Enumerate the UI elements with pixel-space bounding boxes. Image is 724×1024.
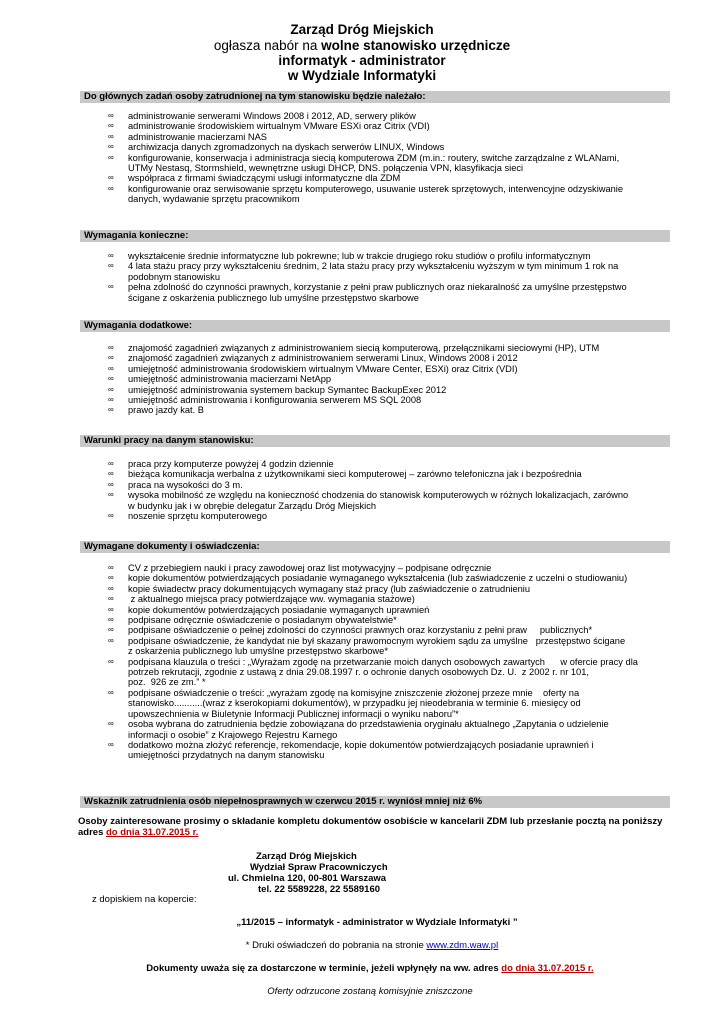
list-item: [108, 385, 668, 395]
bullet-icon: ∞: [108, 479, 114, 489]
bullet-icon: ∞: [108, 282, 114, 292]
list-item: [108, 511, 668, 521]
list-item: [108, 605, 668, 615]
page-header: [0, 22, 724, 83]
list-item-text: administrowanie macierzami NAS: [128, 131, 267, 142]
website-link[interactable]: www.zdm.waw.pl: [426, 940, 499, 951]
list-item-text: podpisane oświadczenie o treści: „wyrażam zgodę na komisyjne zniszczenie złożonej przeze mnie oferty na stanowisko...........(wraz z kserokopiami dokumentów), w przypadku jej nieodebrania w terminie 6. miesięcy od upowszechnienia w Biuletynie Informacji Publicznej informacji o wyniku naboru”*: [128, 687, 581, 719]
bullet-icon: ∞: [108, 687, 114, 697]
list-item-text: podpisana klauzula o treści : „Wyrażam zgodę na przetwarzanie moich danych osobowych zawartych w ofercie pracy dla potrzeb rekrutacji, zgodnie z ustawą z dnia 29.08.1997 r. o ochronie danych osobowych Dz. U. z 2002 r. nr 101, poz. 926 ze zm.” *: [128, 656, 638, 688]
bullet-icon: ∞: [108, 719, 114, 729]
tasks-list: [108, 111, 668, 205]
list-item: [108, 490, 668, 511]
conditions-list: [108, 459, 668, 521]
envelope-text: „11/2015 – informatyk - administrator w Wydziale Informatyki ”: [236, 917, 518, 928]
list-item: [108, 594, 668, 604]
list-item-text: osoba wybrana do zatrudnienia będzie zobowiązana do przedstawienia oryginału aktualnego „Zapytania o udzielenie informacji o osobie” z Krajowego Rejestru Karnego: [128, 719, 609, 740]
bullet-icon: ∞: [108, 615, 114, 625]
list-item-text: znajomość zagadnień związanych z administrowaniem siecią komputerową, przełącznikami sieciowymi (HP), UTM: [128, 343, 600, 353]
list-item: [108, 573, 668, 583]
section-conditions-title: Warunki pracy na danym stanowisku:: [80, 435, 670, 447]
bullet-icon: ∞: [108, 111, 114, 120]
bullet-icon: ∞: [108, 405, 114, 415]
documents-list: [108, 563, 668, 761]
list-item-text: noszenie sprzętu komputerowego: [128, 511, 268, 522]
list-item: [108, 153, 668, 174]
header-announcement: ogłasza nabór na wolne stanowisko urzędnicze: [213, 38, 511, 53]
apply-deadline: do dnia 31.07.2015 r.: [106, 827, 199, 838]
apply-instructions: Osoby zainteresowane prosimy o składanie kompletu dokumentów osobiście w kancelarii ZDM lub przesłanie pocztą na poniższy adres do dnia 31.07.2015 r.: [78, 816, 663, 838]
bullet-icon: ∞: [108, 635, 114, 645]
list-item-text: współpraca z firmami świadczącymi usługi informatyczne dla ZDM: [128, 173, 401, 184]
list-item-text: archiwizacja danych zgromadzonych na dyskach serwerów LINUX, Windows: [128, 142, 445, 153]
deadline-date: do dnia 31.07.2015 r.: [501, 963, 594, 974]
list-item-text: podpisane oświadczenie, że kandydat nie był skazany prawomocnym wyrokiem sądu za umyślne przestępstwo ścigane z oskarżenia publicznego lub umyślne przestępstwo skarbowe*: [128, 635, 626, 657]
list-item: [108, 615, 668, 625]
list-item: [108, 636, 668, 657]
list-item: [108, 584, 668, 594]
section-additional-title: Wymagania dodatkowe:: [80, 320, 670, 332]
employment-indicator: Wskaźnik zatrudnienia osób niepełnosprawnych w czerwcu 2015 r. wyniósł mniej niż 6%: [80, 796, 670, 808]
address-block: [228, 851, 388, 895]
list-item: [108, 719, 668, 740]
list-item: [108, 740, 668, 761]
bullet-icon: ∞: [108, 343, 114, 352]
list-item: [108, 142, 668, 152]
list-item-text: znajomość zagadnień związanych z administrowaniem serwerami Linux, Windows 2008 i 2012: [128, 353, 518, 364]
list-item-text: administrowanie serwerami Windows 2008 i 2012, AD, serwery plików: [128, 111, 416, 121]
list-item: [108, 374, 668, 384]
list-item: [108, 469, 668, 479]
list-item: [108, 480, 668, 490]
list-item: [108, 405, 668, 415]
list-item: [108, 282, 668, 303]
list-item-text: kopie dokumentów potwierdzających posiadanie wymaganego wykształcenia (lub zaświadczenie z uczelni o studiowaniu): [128, 573, 628, 584]
bullet-icon: ∞: [108, 374, 114, 384]
list-item-text: kopie świadectw pracy dokumentujących wymagany staż pracy (lub zaświadczenie o zatrudnieniu: [128, 583, 531, 594]
list-item-text: administrowanie środowiskiem wirtualnym VMware ESXi oraz Citrix (VDI): [128, 121, 430, 132]
bullet-icon: ∞: [108, 490, 114, 500]
list-item-text: wysoka mobilność ze względu na konieczność chodzenia do stanowisk komputerowych w różnych lokalizacjach, zarówno w budynku jak i w obrębie delegatur Zarządu Dróg Miejskich: [128, 490, 629, 511]
bullet-icon: ∞: [108, 459, 114, 468]
list-item: [108, 657, 668, 688]
additional-list: [108, 343, 668, 416]
bullet-icon: ∞: [108, 604, 114, 614]
list-item-text: bieżąca komunikacja werbalna z użytkownikami sieci komputerowej – zarówno telefoniczna jak i bezpośrednia: [128, 469, 582, 480]
bullet-icon: ∞: [108, 183, 114, 193]
list-item: [108, 343, 668, 353]
list-item-text: prawo jazdy kat. B: [128, 405, 204, 416]
address-phone: tel. 22 5589228, 22 5589160: [258, 884, 381, 895]
bullet-icon: ∞: [108, 395, 114, 405]
download-note: * Druki oświadczeń do pobrania na stronie www.zdm.waw.pl: [245, 940, 499, 951]
bullet-icon: ∞: [108, 261, 114, 271]
list-item: [108, 132, 668, 142]
list-item-text: umiejętność administrowania macierzami NetApp: [128, 374, 332, 385]
list-item-text: pełna zdolność do czynności prawnych, korzystanie z pełni praw publicznych oraz niekaralność za umyślne przestępstwo ścigane z oskarżenia publicznego lub umyślne przestępstwo skarbowe: [128, 282, 627, 303]
section-required-title: Wymagania konieczne:: [80, 230, 670, 242]
list-item-text: z aktualnego miejsca pracy potwierdzające ww. wymagania stażowe): [128, 594, 415, 605]
bullet-icon: ∞: [108, 469, 114, 479]
bullet-icon: ∞: [108, 511, 114, 521]
list-item: [108, 121, 668, 131]
list-item-text: umiejętność administrowania środowiskiem wirtualnym VMware Center, ESXi) oraz Citrix (VDI): [128, 363, 518, 374]
bullet-icon: ∞: [108, 173, 114, 183]
list-item-text: 4 lata stażu pracy przy wykształceniu średnim, 2 lata stażu pracy przy wykształceniu wyższym w tym minimum 1 rok na podobnym stanowisku: [128, 261, 619, 282]
bullet-icon: ∞: [108, 131, 114, 141]
list-item-text: konfigurowanie, konserwacja i administracja siecią komputerowa ZDM (m.in.: routery, switche zarządzalne z WLANami, UTMy Nestasq, Stormshield, wewnętrzne usługi DHCP, DNS. połączenia VPN, klasyfikacja sieci: [128, 152, 620, 174]
list-item: [108, 563, 668, 573]
list-item-text: kopie dokumentów potwierdzających posiadanie wymaganych uprawnień: [128, 604, 430, 615]
list-item: [108, 184, 668, 205]
list-item: [108, 111, 668, 121]
list-item: [108, 688, 668, 719]
bullet-icon: ∞: [108, 563, 114, 572]
footer-note: Oferty odrzucone zostaną komisyjnie zniszczone: [267, 986, 473, 997]
bullet-icon: ∞: [108, 594, 114, 604]
header-organization: Zarząd Dróg Miejskich: [290, 22, 434, 37]
list-item-text: umiejętność administrowania i konfigurowania serwerem MS SQL 2008: [128, 395, 422, 406]
bullet-icon: ∞: [108, 363, 114, 373]
section-documents-title: Wymagane dokumenty i oświadczenia:: [80, 541, 670, 553]
required-list: [108, 251, 668, 303]
list-item-text: wykształcenie średnie informatyczne lub pokrewne; lub w trakcie drugiego roku studiów o profilu informatycznym: [128, 251, 591, 261]
list-item: [108, 251, 668, 261]
list-item-text: CV z przebiegiem nauki i pracy zawodowej oraz list motywacyjny – podpisane odręcznie: [128, 563, 492, 573]
bullet-icon: ∞: [108, 384, 114, 394]
bullet-icon: ∞: [108, 656, 114, 666]
list-item: [108, 173, 668, 183]
address-organization: Zarząd Dróg Miejskich: [256, 851, 357, 862]
list-item-text: praca przy komputerze powyżej 4 godzin dziennie: [128, 459, 334, 469]
bullet-icon: ∞: [108, 142, 114, 152]
header-position-type: wolne stanowisko urzędnicze: [321, 38, 511, 53]
list-item-text: podpisane oświadczenie o pełnej zdolności do czynności prawnych oraz korzystaniu z pełni praw publicznych*: [128, 625, 593, 636]
list-item: [108, 459, 668, 469]
bullet-icon: ∞: [108, 251, 114, 260]
address-department: Wydział Spraw Pracowniczych: [250, 862, 388, 873]
bullet-icon: ∞: [108, 353, 114, 363]
deadline-note: Dokumenty uważa się za dostarczone w terminie, jeżeli wpłynęły na ww. adres do dnia 31.07.2015 r.: [146, 963, 594, 974]
list-item: [108, 353, 668, 363]
envelope-note: z dopiskiem na kopercie:: [92, 894, 197, 905]
header-position-title: informatyk - administrator: [278, 53, 446, 68]
section-tasks-title: Do głównych zadań osoby zatrudnionej na tym stanowisku będzie należało:: [80, 91, 670, 103]
bullet-icon: ∞: [108, 583, 114, 593]
list-item-text: dodatkowo można złożyć referencje, rekomendacje, kopie dokumentów potwierdzających posiadanie uprawnień i umiejętności przydatnych na danym stanowisku: [128, 739, 594, 761]
bullet-icon: ∞: [108, 739, 114, 749]
bullet-icon: ∞: [108, 625, 114, 635]
list-item: [108, 261, 668, 282]
address-street: ul. Chmielna 120, 00-801 Warszawa: [228, 873, 387, 884]
bullet-icon: ∞: [108, 573, 114, 583]
list-item: [108, 364, 668, 374]
list-item: [108, 395, 668, 405]
list-item-text: podpisane odręcznie oświadczenie o posiadanym obywatelstwie*: [128, 615, 397, 626]
list-item-text: praca na wysokości do 3 m.: [128, 479, 243, 490]
list-item-text: konfigurowanie oraz serwisowanie sprzętu komputerowego, usuwanie usterek sprzętowych, interwencyjne odzyskiwanie danych, wydawanie sprzętu pracownikom: [128, 183, 624, 205]
list-item-text: umiejętność administrowania systemem backup Symantec BackupExec 2012: [128, 384, 447, 395]
bullet-icon: ∞: [108, 121, 114, 131]
header-department: w Wydziale Informatyki: [287, 68, 437, 83]
list-item: [108, 625, 668, 635]
bullet-icon: ∞: [108, 152, 114, 162]
